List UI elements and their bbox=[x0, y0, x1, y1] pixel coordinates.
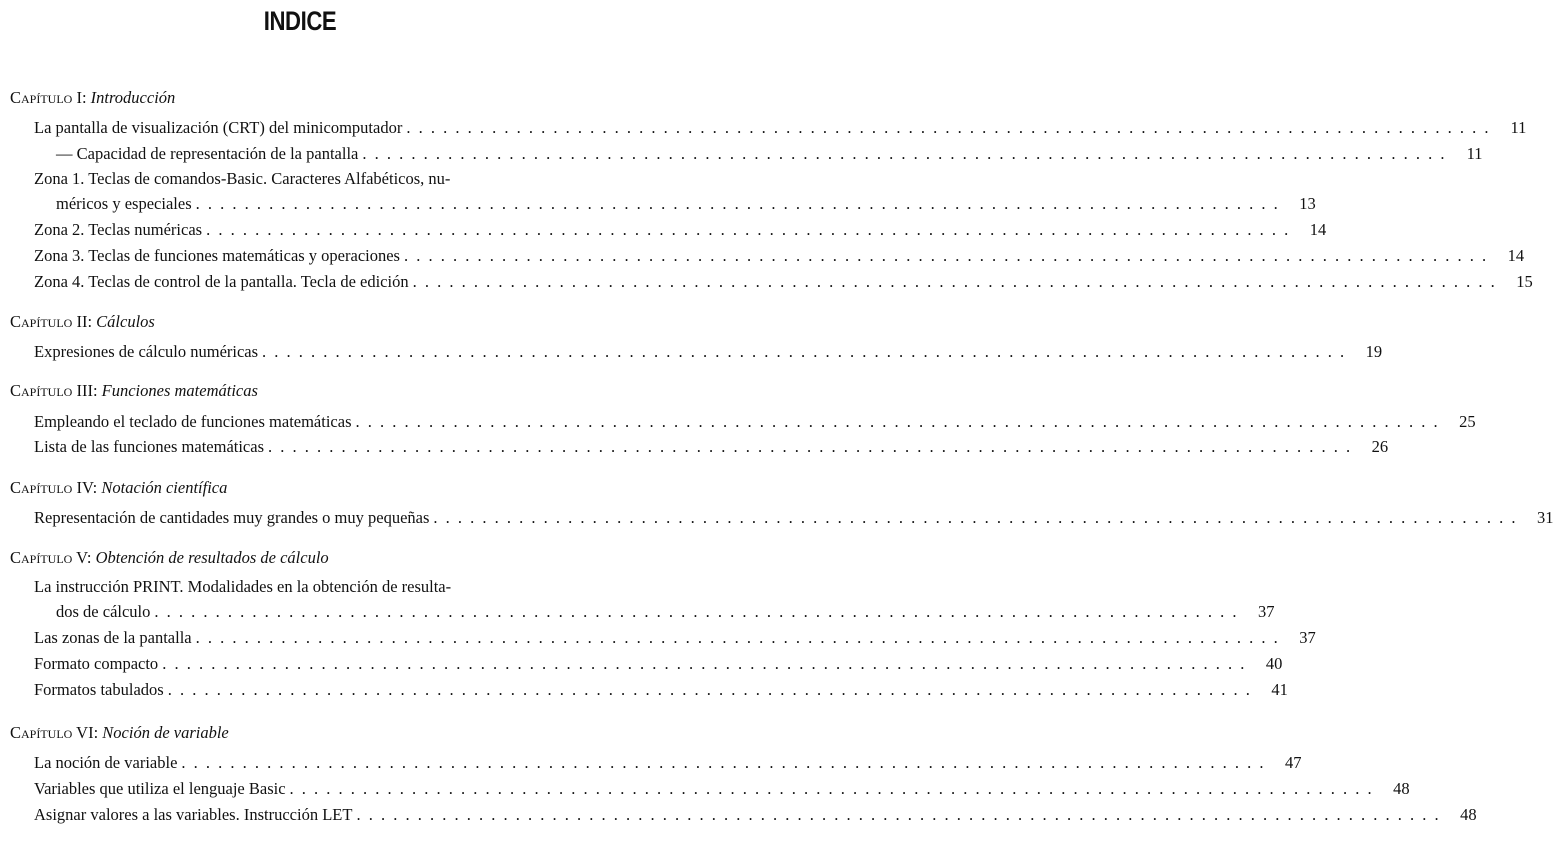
entry-text: Variables que utiliza el lenguaje Basic bbox=[34, 779, 286, 798]
chapter-label: Capítulo I: bbox=[10, 88, 87, 107]
page-number: 31 bbox=[1537, 508, 1554, 527]
chapter-heading bbox=[10, 478, 227, 498]
dot-leader bbox=[206, 220, 1290, 240]
dot-leader bbox=[356, 805, 1440, 825]
entry-text: Empleando el teclado de funciones matemáticas bbox=[34, 412, 352, 431]
page-number: 14 bbox=[1309, 220, 1327, 239]
chapter-label: Capítulo III: bbox=[10, 381, 98, 400]
chapter-label: Capítulo II: bbox=[10, 312, 93, 331]
page-title: INDICE bbox=[263, 6, 337, 36]
toc-entry[interactable] bbox=[34, 342, 1383, 362]
dot-leader bbox=[433, 508, 1517, 528]
dot-leader bbox=[404, 246, 1488, 266]
entry-text: méricos y especiales bbox=[56, 194, 192, 213]
dot-leader bbox=[154, 602, 1238, 622]
chapter-title: Notación científica bbox=[101, 478, 228, 497]
dot-leader bbox=[406, 118, 1490, 138]
entry-text: dos de cálculo bbox=[56, 602, 151, 621]
toc-entry[interactable] bbox=[34, 220, 1327, 240]
page-number: 48 bbox=[1460, 805, 1477, 824]
dot-leader bbox=[162, 654, 1246, 674]
entry-text: Lista de las funciones matemáticas bbox=[34, 437, 265, 456]
toc-entry[interactable] bbox=[34, 412, 1476, 432]
page-number: 41 bbox=[1271, 680, 1288, 699]
chapter-title: Obtención de resultados de cálculo bbox=[95, 548, 329, 567]
entry-text: Zona 2. Teclas numéricas bbox=[34, 220, 203, 239]
entry-text: — Capacidad de representación de la pantalla bbox=[56, 144, 359, 163]
toc-entry[interactable] bbox=[34, 577, 567, 597]
page-number: 37 bbox=[1299, 628, 1316, 647]
page-number: 11 bbox=[1466, 144, 1483, 163]
dot-leader bbox=[356, 412, 1440, 432]
toc-entry[interactable] bbox=[34, 118, 1527, 138]
chapter-label: Capítulo V: bbox=[10, 548, 92, 567]
chapter-heading bbox=[10, 548, 329, 568]
page-number: 14 bbox=[1507, 246, 1525, 265]
entry-text: La pantalla de visualización (CRT) del minicomputador bbox=[34, 118, 403, 137]
toc-entry[interactable] bbox=[34, 779, 1410, 799]
chapter-title: Noción de variable bbox=[102, 723, 229, 742]
chapter-title: Funciones matemáticas bbox=[101, 381, 258, 400]
dot-leader bbox=[413, 272, 1497, 292]
toc-entry[interactable] bbox=[34, 272, 1533, 292]
chapter-title: Cálculos bbox=[96, 312, 155, 331]
toc-entry[interactable] bbox=[34, 680, 1288, 700]
toc-entry[interactable] bbox=[56, 602, 1275, 622]
toc-entry[interactable] bbox=[34, 805, 1477, 825]
page-number: 37 bbox=[1258, 602, 1275, 621]
entry-text: Representación de cantidades muy grandes o muy pequeñas bbox=[34, 508, 430, 527]
dot-leader bbox=[290, 779, 1374, 799]
toc-entry[interactable] bbox=[34, 437, 1389, 457]
dot-leader bbox=[196, 628, 1280, 648]
toc-entry[interactable] bbox=[34, 246, 1525, 266]
page-number: 19 bbox=[1365, 342, 1383, 361]
page-number: 13 bbox=[1299, 194, 1316, 213]
page-number: 47 bbox=[1285, 753, 1302, 772]
page-number: 40 bbox=[1265, 654, 1283, 673]
entry-text: La instrucción PRINT. Modalidades en la obtención de resulta- bbox=[34, 577, 452, 596]
dot-leader bbox=[262, 342, 1346, 362]
page-number: 15 bbox=[1516, 272, 1533, 291]
toc-entry[interactable] bbox=[56, 194, 1316, 214]
entry-text: Formato compacto bbox=[34, 654, 159, 673]
toc-entry[interactable] bbox=[34, 628, 1316, 648]
entry-text: La noción de variable bbox=[34, 753, 178, 772]
dot-leader bbox=[268, 437, 1352, 457]
entry-text: Las zonas de la pantalla bbox=[34, 628, 192, 647]
page-number: 26 bbox=[1371, 437, 1389, 456]
page-number: 25 bbox=[1459, 412, 1476, 431]
page-number: 48 bbox=[1393, 779, 1410, 798]
dot-leader bbox=[196, 194, 1280, 214]
chapter-label: Capítulo IV: bbox=[10, 478, 98, 497]
dot-leader bbox=[362, 144, 1446, 164]
toc-entry[interactable] bbox=[34, 508, 1554, 528]
chapter-heading bbox=[10, 723, 229, 743]
entry-text: Expresiones de cálculo numéricas bbox=[34, 342, 259, 361]
entry-text: Zona 4. Teclas de control de la pantalla. Tecla de edición bbox=[34, 272, 409, 291]
dot-leader bbox=[181, 753, 1265, 773]
chapter-heading bbox=[10, 381, 258, 401]
toc-entry[interactable] bbox=[34, 753, 1302, 773]
dot-leader bbox=[168, 680, 1252, 700]
entry-text: Zona 3. Teclas de funciones matemáticas y operaciones bbox=[34, 246, 400, 265]
chapter-heading bbox=[10, 312, 155, 332]
toc-entry[interactable] bbox=[34, 654, 1283, 674]
chapter-heading bbox=[10, 88, 175, 108]
chapter-title: Introducción bbox=[90, 88, 176, 107]
chapter-label: Capítulo VI: bbox=[10, 723, 99, 742]
entry-text: Zona 1. Teclas de comandos-Basic. Caracteres Alfabéticos, nu- bbox=[34, 169, 451, 188]
page-number: 11 bbox=[1510, 118, 1527, 137]
entry-text: Asignar valores a las variables. Instrucción LET bbox=[34, 805, 353, 824]
entry-text: Formatos tabulados bbox=[34, 680, 164, 699]
toc-entry[interactable] bbox=[34, 169, 567, 189]
toc-entry[interactable] bbox=[56, 144, 1483, 164]
